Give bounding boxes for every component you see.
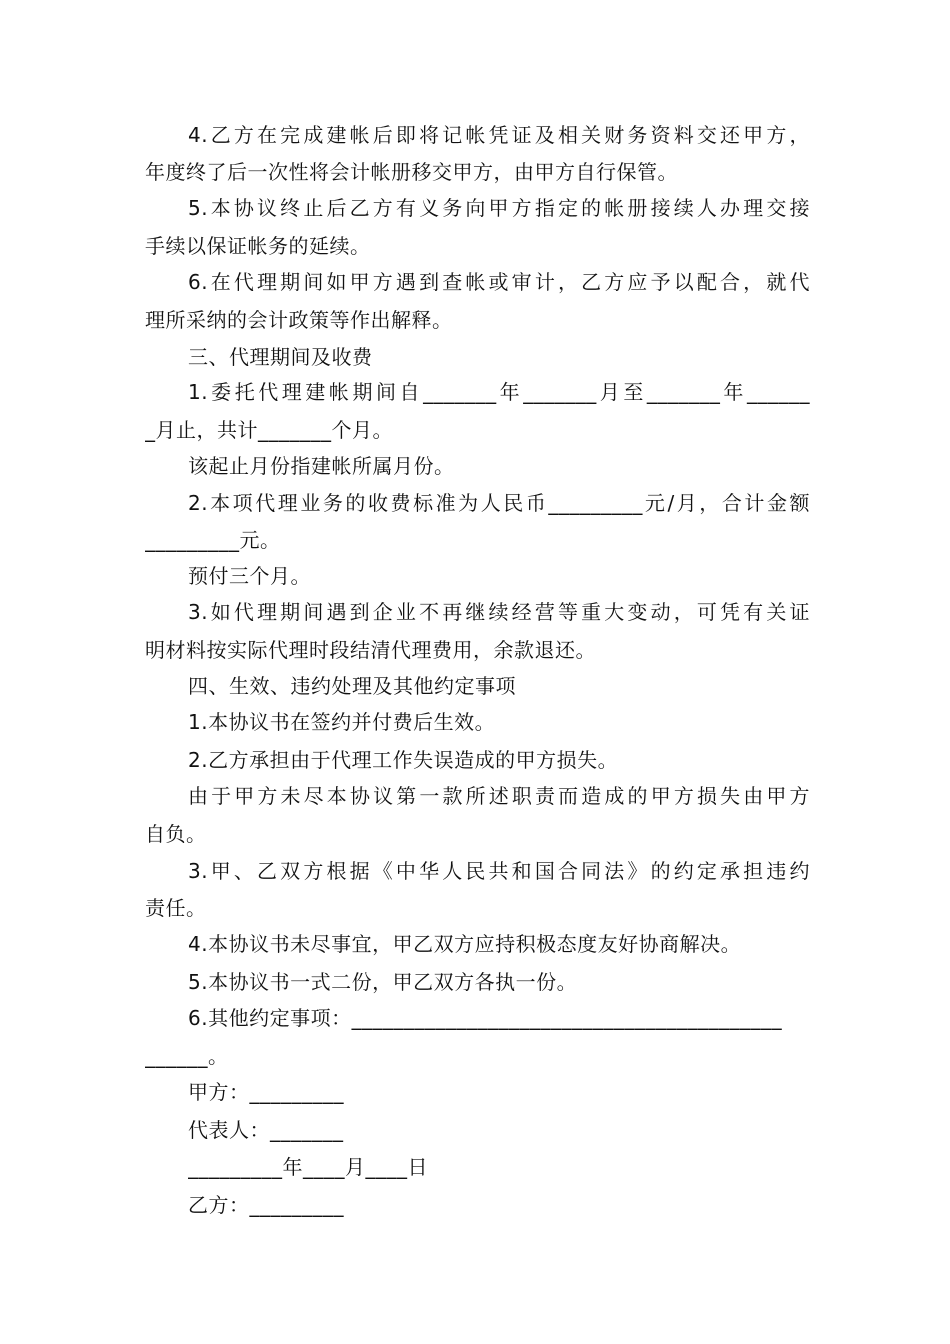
document-line: 乙方：_________ xyxy=(188,1193,344,1217)
document-line: _________年____月____日 xyxy=(188,1155,428,1179)
document-line: 代表人：_______ xyxy=(188,1118,344,1142)
document-line: _________元。 xyxy=(145,528,281,552)
document-line: 年度终了后一次性将会计帐册移交甲方，由甲方自行保管。 xyxy=(145,160,678,184)
document-line: 2.本项代理业务的收费标准为人民币_________元/月，合计金额 xyxy=(188,491,810,515)
document-line: 2.乙方承担由于代理工作失误造成的甲方损失。 xyxy=(188,748,619,772)
document-line: 1.委托代理建帐期间自_______年_______月至_______年______ xyxy=(188,380,810,404)
document-line: 理所采纳的会计政策等作出解释。 xyxy=(145,308,453,332)
document-line: 三、代理期间及收费 xyxy=(188,345,373,369)
document-line: 6.在代理期间如甲方遇到查帐或审计，乙方应予以配合，就代 xyxy=(188,270,810,294)
document-line: 预付三个月。 xyxy=(188,564,311,588)
document-line: 甲方：_________ xyxy=(188,1080,344,1104)
document-line: 3.如代理期间遇到企业不再继续经营等重大变动，可凭有关证 xyxy=(188,600,810,624)
document-line: 该起止月份指建帐所属月份。 xyxy=(188,454,455,478)
document-line: 5.本协议终止后乙方有义务向甲方指定的帐册接续人办理交接 xyxy=(188,196,810,220)
document-line: _月止，共计_______个月。 xyxy=(145,418,393,442)
document-line: 由于甲方未尽本协议第一款所述职责而造成的甲方损失由甲方 xyxy=(188,784,810,808)
document-line: 1.本协议书在签约并付费后生效。 xyxy=(188,710,496,734)
document-line: ______。 xyxy=(145,1044,229,1068)
document-line: 明材料按实际代理时段结清代理费用，余款退还。 xyxy=(145,638,596,662)
document-line: 四、生效、违约处理及其他约定事项 xyxy=(188,674,516,698)
document-line: 4.乙方在完成建帐后即将记帐凭证及相关财务资料交还甲方， xyxy=(188,123,810,147)
document-line: 5.本协议书一式二份，甲乙双方各执一份。 xyxy=(188,970,578,994)
document-line: 手续以保证帐务的延续。 xyxy=(145,234,371,258)
document-line: 责任。 xyxy=(145,896,207,920)
document-line: 6.其他约定事项：_________________________________________ xyxy=(188,1006,783,1030)
document-line: 4.本协议书未尽事宜，甲乙双方应持积极态度友好协商解决。 xyxy=(188,932,742,956)
document-line: 3.甲、乙双方根据《中华人民共和国合同法》的约定承担违约 xyxy=(188,859,810,883)
document-line: 自负。 xyxy=(145,822,207,846)
